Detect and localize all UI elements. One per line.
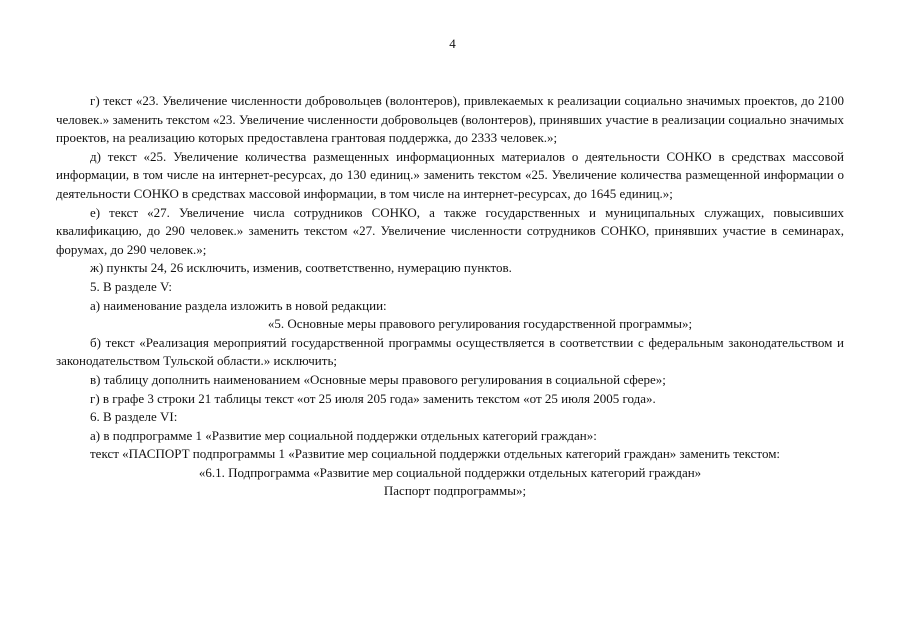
paragraph-e: е) текст «27. Увеличение числа сотрудников СОНКО, а также государственных и муниципальных служащих, повысивших квалификацию, до 290 человек.» заменить текстом «27. Увеличение численности сотрудников СОНКО, принявших участие в семинарах, форумах, до 290 человек.»; <box>56 204 844 257</box>
paragraph-zh: ж) пункты 24, 26 исключить, изменив, соответственно, нумерацию пунктов. <box>90 260 512 276</box>
paragraph-6a: а) в подпрограмме 1 «Развитие мер социальной поддержки отдельных категорий граждан»: <box>90 427 597 443</box>
section-5-new-title: «5. Основные меры правового регулирования государственной программы»; <box>267 316 693 332</box>
subprogram-passport-quote: Паспорт подпрограммы»; <box>383 483 527 499</box>
paragraph-6-text: текст «ПАСПОРТ подпрограммы 1 «Развитие мер социальной поддержки отдельных категорий граждан» заменить текстом: <box>90 446 781 462</box>
paragraph-5a: а) наименование раздела изложить в новой редакции: <box>90 297 387 313</box>
paragraph-5g: г) в графе 3 строки 21 таблицы текст «от 25 июля 205 года» заменить текстом «от 25 июля 2005 года». <box>90 390 656 406</box>
document-body <box>56 92 844 501</box>
paragraph-5v: в) таблицу дополнить наименованием «Основные меры правового регулирования в социальной сфере»; <box>90 371 666 387</box>
paragraph-g: г) текст «23. Увеличение численности добровольцев (волонтеров), привлекаемых к реализации социально значимых проектов, до 2100 человек.» заменить текстом «23. Увеличение численности добровольцев (волонтеров), принявших участие в реализации социально значимых проектов, на реализацию которых предоставлена грантовая поддержка, до 2333 человек.»; <box>56 93 844 146</box>
section-6-heading: 6. В разделе VI: <box>90 409 178 425</box>
subprogram-title-quote: «6.1. Подпрограмма «Развитие мер социальной поддержки отдельных категорий граждан» <box>198 464 702 480</box>
paragraph-5b: б) текст «Реализация мероприятий государственной программы осуществляется в соответствии с федеральным законодательством и законодательством Тульской области.» исключить; <box>56 334 844 369</box>
page-number: 4 <box>449 36 456 51</box>
paragraph-d: д) текст «25. Увеличение количества размещенных информационных материалов о деятельности СОНКО в средствах массовой информации, в том числе на интернет-ресурсах, до 130 единиц.» заменить текстом «25. Увеличение количества размещенной информации о деятельности СОНКО в средствах массовой информации, в том числе на интернет-ресурсах, до 1645 единиц.»; <box>56 148 844 201</box>
section-5-heading: 5. В разделе V: <box>90 278 173 294</box>
